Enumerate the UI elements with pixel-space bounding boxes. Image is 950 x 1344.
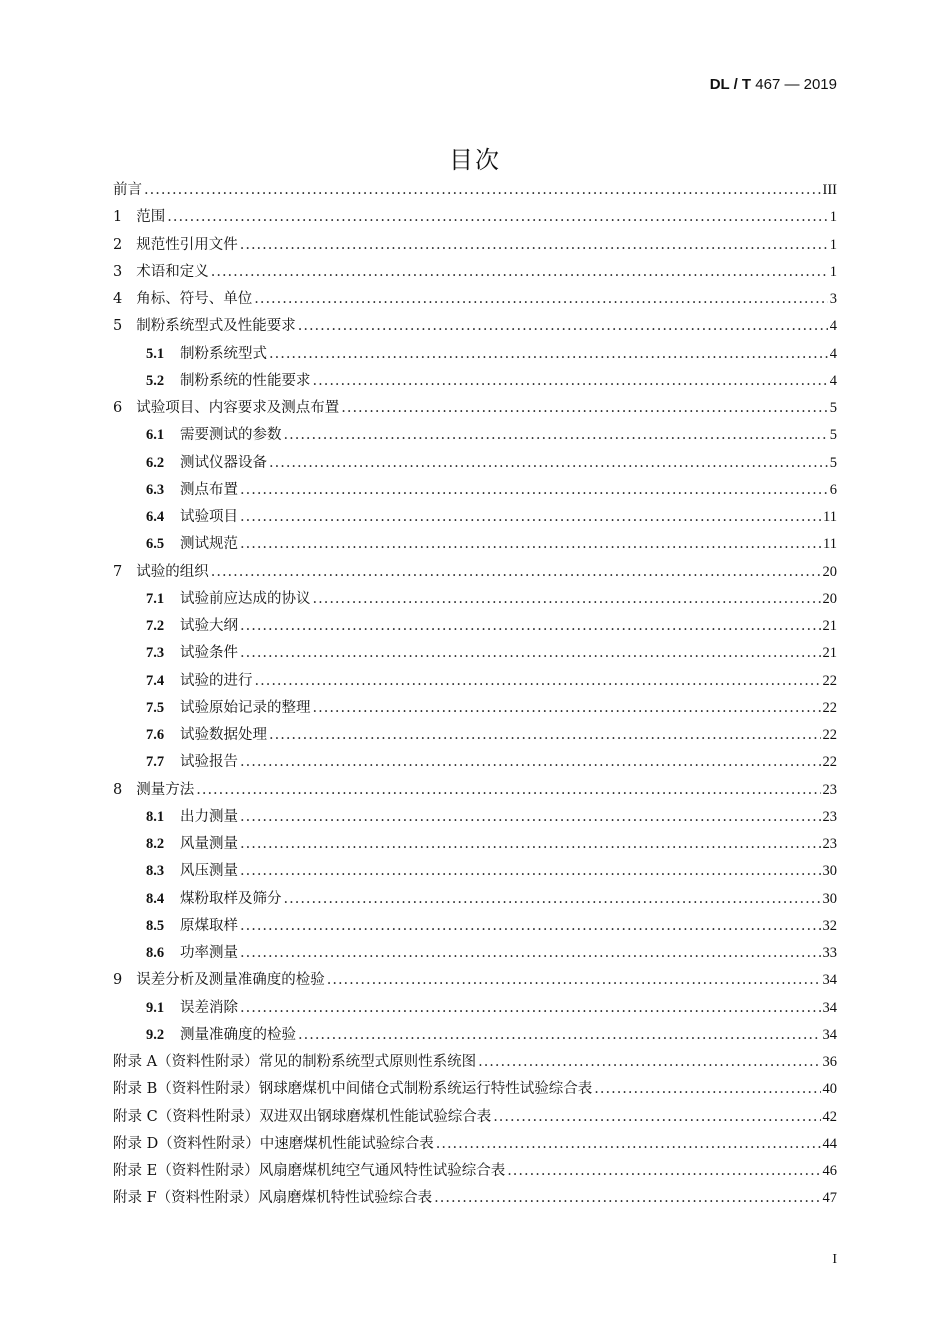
toc-entry-label: 角标、符号、单位	[136, 291, 253, 307]
toc-entry-number: 9.2	[146, 1026, 165, 1043]
toc-entry[interactable]	[113, 587, 837, 614]
toc-entry[interactable]	[113, 641, 837, 668]
toc-entry-page: 11	[823, 509, 837, 525]
toc-entry[interactable]	[113, 1132, 837, 1159]
toc-entry-label: 风压测量	[180, 863, 238, 880]
toc-leader-dots	[284, 427, 828, 443]
toc-entry-label: 试验大纲	[180, 618, 238, 634]
toc-leader-dots	[436, 1136, 821, 1152]
toc-entry[interactable]	[113, 1186, 837, 1213]
toc-entry-number: 7.2	[146, 618, 165, 634]
toc-leader-dots	[327, 972, 821, 988]
toc-entry[interactable]	[113, 914, 837, 941]
toc-entry-label: 误差消除	[180, 999, 238, 1016]
toc-entry[interactable]	[113, 941, 837, 968]
page-title: 目次	[449, 146, 501, 174]
toc-entry-number: 7.5	[146, 699, 165, 716]
toc-entry-page: 1	[829, 236, 837, 253]
toc-entry-label: 制粉系统型式	[180, 345, 267, 362]
toc-leader-dots	[298, 318, 828, 334]
toc-leader-dots	[240, 1000, 821, 1016]
toc-entry-label: 测量准确度的检验	[180, 1026, 296, 1043]
toc-entry-label: 附录 E（资料性附录）风扇磨煤机纯空气通风特性试验综合表	[113, 1163, 506, 1179]
toc-entry-page: 11	[823, 536, 837, 553]
toc-entry-page: 36	[822, 1054, 837, 1070]
toc-entry-page: 22	[822, 699, 837, 716]
page-number: I	[832, 1252, 837, 1267]
toc-leader-dots	[284, 891, 821, 907]
toc-entry-page: 34	[822, 999, 837, 1016]
toc-entry-label: 功率测量	[180, 945, 238, 961]
toc-entry-number: 5.2	[146, 372, 165, 389]
toc-leader-dots	[254, 291, 828, 307]
toc-entry-page: 20	[822, 590, 837, 607]
toc-entry-label: 规范性引用文件	[136, 236, 238, 253]
toc-entry[interactable]	[113, 505, 837, 532]
toc-leader-dots	[196, 782, 820, 798]
toc-entry-page: 34	[822, 972, 837, 989]
toc-entry-label: 试验报告	[180, 754, 238, 771]
document-code	[710, 76, 837, 93]
toc-entry-page: 34	[822, 1026, 837, 1043]
toc-entry-label: 煤粉取样及筛分	[180, 890, 282, 907]
toc-leader-dots	[434, 1190, 820, 1206]
toc-entry-page: 20	[822, 563, 837, 580]
toc-entry-page: 23	[822, 836, 837, 852]
toc-entry-label: 测点布置	[180, 481, 238, 498]
toc-entry-page: 4	[829, 318, 837, 335]
toc-entry[interactable]	[113, 396, 837, 423]
toc-leader-dots	[240, 237, 828, 253]
toc-entry[interactable]	[113, 750, 837, 777]
toc-leader-dots	[269, 455, 828, 471]
toc-entry-page: 4	[829, 372, 837, 389]
toc-entry-label: 制粉系统的性能要求	[180, 372, 311, 389]
toc-leader-dots	[240, 863, 821, 879]
toc-leader-dots	[240, 945, 821, 961]
toc-entry[interactable]	[113, 696, 837, 723]
toc-entry[interactable]	[113, 614, 837, 641]
toc-entry[interactable]	[113, 669, 837, 696]
toc-entry-label: 术语和定义	[136, 263, 209, 280]
toc-entry-number: 5	[113, 318, 123, 335]
toc-entry-label: 附录 F（资料性附录）风扇磨煤机特性试验综合表	[113, 1190, 433, 1207]
toc-entry-number: 7.1	[146, 590, 165, 607]
toc-entry-page: 5	[829, 454, 837, 471]
toc-leader-dots	[240, 836, 821, 852]
toc-entry-label: 前言	[113, 182, 142, 198]
toc-entry-number: 7.6	[146, 727, 165, 743]
table-of-contents	[113, 178, 837, 1214]
toc-entry-number: 9	[113, 972, 123, 989]
toc-entry-number: 2	[113, 236, 123, 253]
toc-leader-dots	[269, 727, 821, 743]
toc-leader-dots	[594, 1081, 820, 1097]
toc-entry[interactable]	[113, 968, 837, 995]
toc-entry-number: 8.4	[146, 890, 165, 907]
toc-entry-label: 试验条件	[180, 645, 238, 662]
toc-entry-page: 40	[822, 1081, 837, 1098]
toc-entry-label: 试验数据处理	[180, 727, 267, 743]
toc-leader-dots	[240, 645, 821, 661]
toc-entry-label: 附录 C（资料性附录）双进双出钢球磨煤机性能试验综合表	[113, 1108, 492, 1125]
toc-entry-number: 5.1	[146, 345, 165, 362]
toc-leader-dots	[240, 809, 821, 825]
toc-entry-label: 试验的进行	[180, 672, 253, 689]
toc-entry-label: 原煤取样	[180, 917, 238, 934]
toc-entry-label: 试验项目、内容要求及测点布置	[136, 400, 340, 416]
toc-entry-page: 6	[829, 481, 837, 498]
toc-entry-number: 6.4	[146, 509, 165, 525]
toc-leader-dots	[211, 264, 828, 280]
toc-entry-label: 测试规范	[180, 536, 238, 553]
toc-entry-label: 测量方法	[136, 781, 195, 798]
toc-entry-number: 6.3	[146, 481, 165, 498]
toc-entry-number: 6.5	[146, 536, 165, 553]
toc-entry-page: 42	[822, 1108, 837, 1125]
toc-entry-number: 6.1	[146, 427, 165, 444]
toc-entry[interactable]	[113, 887, 837, 914]
toc-entry-page: 5	[829, 400, 837, 416]
toc-entry-number: 8.6	[146, 945, 165, 961]
toc-leader-dots	[255, 673, 821, 689]
toc-leader-dots	[240, 754, 821, 770]
toc-entry-page: 47	[822, 1190, 837, 1207]
toc-leader-dots	[298, 1027, 821, 1043]
toc-entry-label: 需要测试的参数	[180, 427, 282, 444]
toc-entry-page: III	[822, 182, 837, 198]
toc-entry-page: 4	[829, 345, 837, 362]
toc-leader-dots	[507, 1163, 820, 1179]
toc-entry-page: 5	[829, 427, 837, 444]
toc-entry[interactable]	[113, 532, 837, 559]
toc-entry[interactable]	[113, 805, 837, 832]
toc-entry-label: 制粉系统型式及性能要求	[136, 318, 296, 335]
toc-entry-page: 46	[822, 1163, 837, 1179]
toc-entry-page: 21	[822, 645, 837, 662]
toc-entry-label: 试验前应达成的协议	[180, 590, 311, 607]
toc-entry[interactable]	[113, 560, 837, 587]
toc-entry[interactable]	[113, 832, 837, 859]
toc-entry-label: 试验原始记录的整理	[180, 699, 311, 716]
toc-entry-page: 23	[822, 781, 837, 798]
toc-entry[interactable]	[113, 260, 837, 287]
toc-entry-number: 6.2	[146, 454, 165, 471]
toc-entry[interactable]	[113, 478, 837, 505]
toc-entry-number: 7	[113, 563, 123, 580]
toc-entry-page: 32	[822, 917, 837, 934]
document-code-prefix: DL / T	[709, 76, 752, 93]
toc-entry-number: 9.1	[146, 999, 165, 1016]
toc-leader-dots	[211, 564, 821, 580]
toc-leader-dots	[493, 1109, 820, 1125]
toc-entry[interactable]	[113, 1077, 837, 1104]
toc-entry-number: 6	[113, 400, 123, 416]
toc-entry[interactable]	[113, 1159, 837, 1186]
toc-entry[interactable]	[113, 1050, 837, 1077]
toc-entry[interactable]	[113, 1023, 837, 1050]
toc-entry-label: 试验项目	[180, 509, 238, 525]
toc-entry-number: 7.4	[146, 672, 165, 689]
toc-entry-number: 8.3	[146, 863, 165, 880]
toc-entry-label: 附录 D（资料性附录）中速磨煤机性能试验综合表	[113, 1135, 434, 1152]
toc-leader-dots	[240, 918, 821, 934]
toc-leader-dots	[240, 509, 821, 525]
toc-entry-page: 1	[829, 263, 837, 280]
toc-entry[interactable]	[113, 451, 837, 478]
toc-entry[interactable]	[113, 423, 837, 450]
toc-entry-page: 1	[829, 209, 837, 226]
toc-entry-number: 8.1	[146, 808, 165, 825]
toc-entry-label: 附录 B（资料性附录）钢球磨煤机中间储仓式制粉系统运行特性试验综合表	[113, 1081, 593, 1098]
toc-entry[interactable]	[113, 342, 837, 369]
toc-leader-dots	[167, 209, 828, 225]
toc-entry-number: 7.3	[146, 645, 165, 662]
toc-leader-dots	[313, 700, 821, 716]
toc-entry-page: 33	[822, 945, 837, 961]
toc-entry-page: 3	[829, 291, 837, 307]
toc-entry[interactable]	[113, 778, 837, 805]
toc-entry-page: 23	[822, 808, 837, 825]
toc-entry[interactable]	[113, 314, 837, 341]
toc-entry-label: 误差分析及测量准确度的检验	[136, 972, 325, 989]
toc-entry-number: 7.7	[146, 754, 165, 771]
toc-leader-dots	[144, 182, 821, 198]
toc-entry-label: 范围	[136, 209, 166, 226]
toc-entry-label: 测试仪器设备	[180, 454, 267, 471]
toc-entry-number: 8	[113, 781, 123, 798]
toc-entry-label: 出力测量	[180, 808, 238, 825]
toc-leader-dots	[313, 373, 828, 389]
toc-entry[interactable]	[113, 723, 837, 750]
toc-leader-dots	[240, 618, 821, 634]
toc-leader-dots	[240, 482, 828, 498]
toc-entry-number: 4	[113, 291, 123, 307]
toc-entry[interactable]	[113, 233, 837, 260]
toc-entry[interactable]	[113, 996, 837, 1023]
toc-entry[interactable]	[113, 178, 837, 205]
toc-entry-page: 44	[822, 1135, 837, 1152]
toc-entry[interactable]	[113, 287, 837, 314]
toc-entry-page: 22	[822, 672, 837, 689]
toc-entry-page: 22	[822, 727, 837, 743]
toc-entry[interactable]	[113, 859, 837, 886]
toc-entry-page: 30	[822, 890, 837, 907]
toc-entry-page: 30	[822, 863, 837, 880]
toc-entry[interactable]	[113, 205, 837, 232]
toc-entry[interactable]	[113, 369, 837, 396]
toc-entry-label: 风量测量	[180, 836, 238, 852]
toc-entry-number: 1	[113, 209, 123, 226]
toc-entry-number: 8.2	[146, 836, 165, 852]
toc-entry-page: 22	[822, 754, 837, 771]
toc-leader-dots	[313, 591, 821, 607]
toc-entry-number: 8.5	[146, 917, 165, 934]
toc-leader-dots	[269, 346, 828, 362]
toc-entry-number: 3	[113, 263, 123, 280]
toc-entry-label: 试验的组织	[136, 563, 209, 580]
toc-leader-dots	[240, 536, 821, 552]
document-code-number: 467 — 2019	[755, 76, 837, 93]
toc-entry-label: 附录 A（资料性附录）常见的制粉系统型式原则性系统图	[113, 1054, 477, 1070]
toc-leader-dots	[478, 1054, 820, 1070]
toc-entry-page: 21	[822, 618, 837, 634]
toc-entry[interactable]	[113, 1105, 837, 1132]
toc-leader-dots	[341, 400, 828, 416]
